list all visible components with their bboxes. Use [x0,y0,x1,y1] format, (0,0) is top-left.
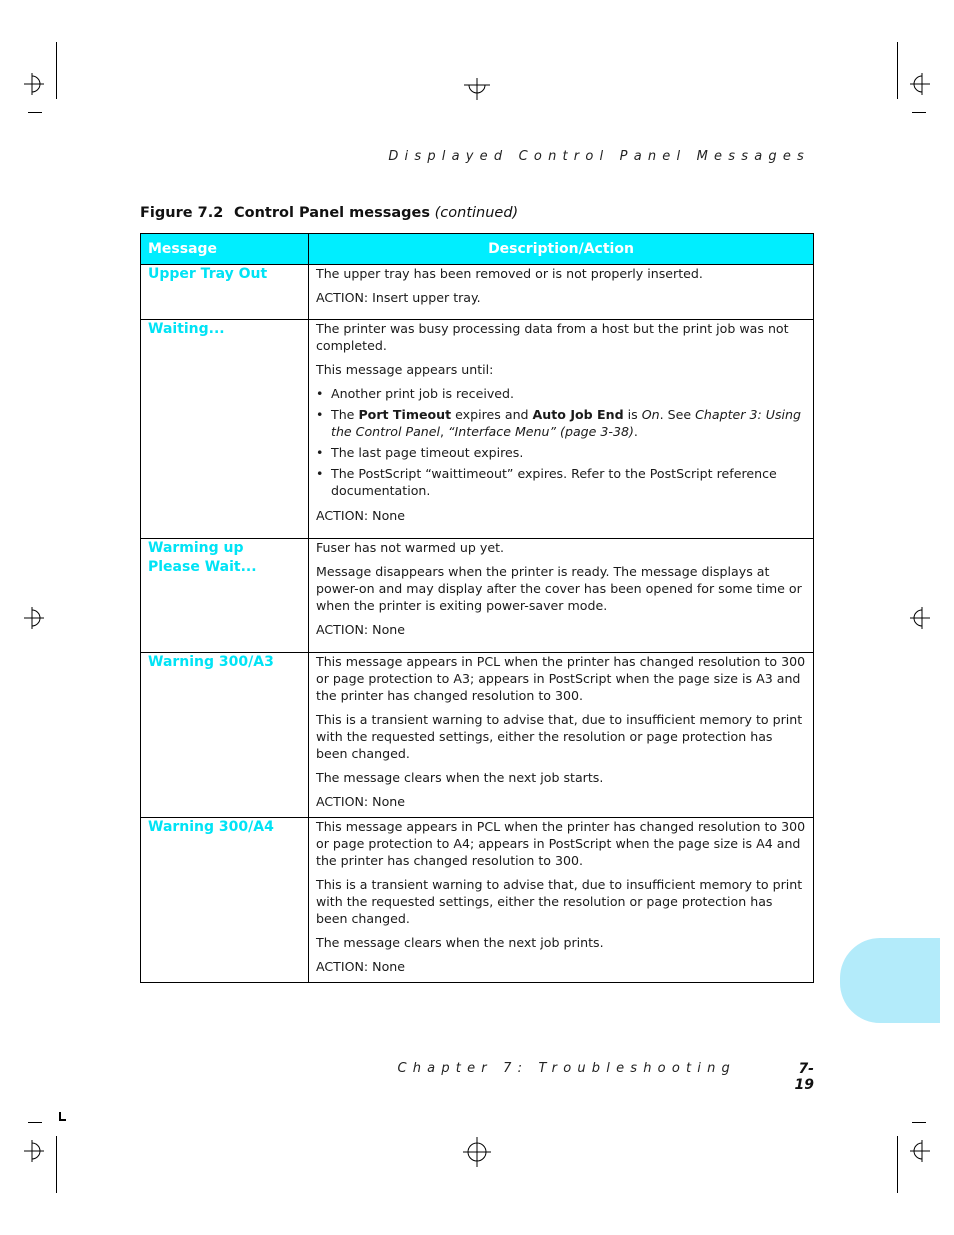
action-text: ACTION: None [316,508,406,523]
crop-mark [912,112,926,113]
description-paragraph: This message appears in PCL when the printer has changed resolution to 300 or page protection to A4; appears in PostScript when the page size is A4 and the printer has changed resolution to 300. [316,819,806,868]
column-header-message: Message [141,234,309,265]
registration-mark-icon [908,1140,930,1162]
registration-mark-icon [24,1140,46,1162]
description-paragraph: The message clears when the next job prints. [316,935,604,950]
crop-mark [56,42,57,99]
description-paragraph: This message appears until: [316,362,494,377]
bullet-list [316,385,806,499]
bullet-item: • The PostScript “waittimeout” expires. Refer to the PostScript reference documentation. [316,465,806,499]
crop-mark [897,42,898,99]
bullet-item: • Another print job is received. [316,385,806,402]
column-header-description: Description/Action [309,234,814,265]
table-row [141,320,814,539]
crop-mark [56,1136,57,1193]
table-header-row [141,234,814,265]
table-row [141,265,814,320]
chapter-thumb-tab [840,938,940,1023]
message-description [309,818,814,983]
crop-mark [28,1122,42,1123]
action-text: ACTION: None [316,959,406,974]
description-paragraph: Message disappears when the printer is ready. The message displays at power-on and may display after the cover has been opened for some time or when the printer is exiting power-saver mode. [316,564,802,613]
table-row [141,539,814,653]
table-row [141,653,814,818]
registration-mark-icon [908,607,930,629]
description-paragraph: Fuser has not warmed up yet. [316,540,505,555]
description-paragraph: This message appears in PCL when the printer has changed resolution to 300 or page protection to A3; appears in PostScript when the page size is A3 and the printer has changed resolution to 300. [316,654,806,703]
bullet-item: • The last page timeout expires. [316,444,806,461]
running-footer: Chapter 7: Troubleshooting [397,1061,736,1076]
description-paragraph: The upper tray has been removed or is not properly inserted. [316,266,703,281]
crop-mark [28,112,42,113]
registration-mark-icon [24,607,46,629]
figure-number: Figure 7.2 [140,205,224,221]
description-paragraph: This is a transient warning to advise that, due to insufficient memory to print with the requested settings, either the resolution or page protection has been changed. [316,712,803,761]
action-text: ACTION: None [316,794,406,809]
registration-mark-icon [463,1137,491,1167]
bullet-item: • The Port Timeout expires and Auto Job End is On. See Chapter 3: Using the Control Panel, “Interface Menu” (page 3-38). [316,406,806,440]
message-name: Warming up Please Wait... [141,539,309,653]
action-text: ACTION: Insert upper tray. [316,290,481,305]
control-panel-messages-table [140,233,814,983]
crop-mark [897,1136,898,1193]
registration-mark-icon [464,78,490,100]
running-header: Displayed Control Panel Messages [388,149,810,164]
description-paragraph: This is a transient warning to advise that, due to insufficient memory to print with the requested settings, either the resolution or page protection has been changed. [316,877,803,926]
registration-mark-icon [908,73,930,95]
message-name: Upper Tray Out [141,265,309,320]
message-description [309,539,814,653]
message-name: Waiting... [141,320,309,539]
figure-continued: (continued) [434,205,519,221]
crop-mark [912,1122,926,1123]
message-name: Warning 300/A4 [141,818,309,983]
description-paragraph: The printer was busy processing data from a host but the print job was not completed. [316,321,789,353]
message-name: Warning 300/A3 [141,653,309,818]
page-number: 7-19 [794,1061,814,1093]
figure-title: Control Panel messages [234,205,431,221]
message-description [309,653,814,818]
message-description [309,265,814,320]
action-text: ACTION: None [316,622,406,637]
message-description [309,320,814,539]
table-row [141,818,814,983]
description-paragraph: The message clears when the next job starts. [316,770,604,785]
registration-mark-icon [24,73,46,95]
figure-caption [140,205,518,221]
corner-mark [59,1119,66,1121]
